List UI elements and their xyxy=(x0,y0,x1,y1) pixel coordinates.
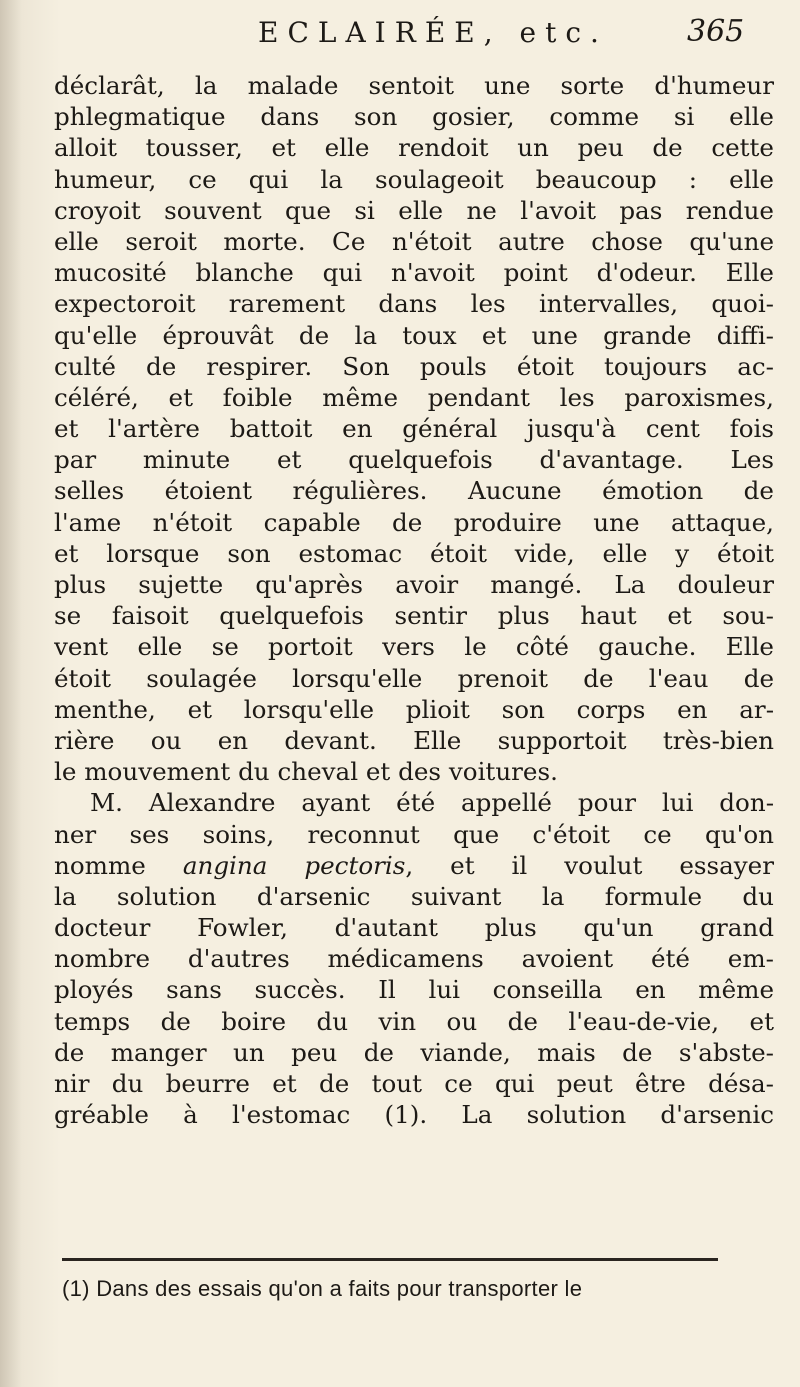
text-line: le mouvement du cheval et des voitures. xyxy=(54,757,558,787)
text-line: phlegmatique dans son gosier, comme si elle xyxy=(54,102,774,132)
page-header xyxy=(0,12,800,68)
text-line: menthe, et lorsqu'elle plioit son corps en ar- xyxy=(54,694,774,724)
text-line: se faisoit quelquefois sentir plus haut et sou- xyxy=(54,601,774,631)
text-line-with-italic xyxy=(54,850,774,881)
text-line: ner ses soins, reconnut que c'étoit ce qu'on xyxy=(54,819,774,849)
text-line: plus sujette qu'après avoir mangé. La douleur xyxy=(54,570,774,599)
footnote-rule xyxy=(62,1258,718,1261)
text-line: l'ame n'étoit capable de produire une attaque, xyxy=(54,507,774,537)
text-line: docteur Fowler, d'autant plus qu'un grand xyxy=(54,913,774,943)
text-line: humeur, ce qui la soulageoit beaucoup : elle xyxy=(54,164,774,194)
text-line: selles étoient régulières. Aucune émotion de xyxy=(54,476,774,506)
text-line: la solution d'arsenic suivant la formule du xyxy=(54,881,774,911)
text-line: nir du beurre et de tout ce qui peut être désa- xyxy=(54,1069,774,1098)
page-number: 365 xyxy=(687,14,745,49)
running-head: ECLAIRÉE, etc. xyxy=(258,16,608,49)
text-line: expectoroit rarement dans les intervalles, quoi- xyxy=(54,289,774,319)
text-line: temps de boire du vin ou de l'eau-de-vie, et xyxy=(54,1006,774,1036)
text-line: et lorsque son estomac étoit vide, elle y étoit xyxy=(54,538,774,568)
text-line: qu'elle éprouvât de la toux et une grande diffi- xyxy=(54,320,774,350)
text-line: étoit soulagée lorsqu'elle prenoit de l'eau de xyxy=(54,663,774,693)
text-line: croyoit souvent que si elle ne l'avoit pas rendue xyxy=(54,195,774,225)
text-line: de manger un peu de viande, mais de s'abste- xyxy=(54,1037,774,1067)
text-span: , et il voulut essayer xyxy=(405,850,774,880)
text-line: déclarât, la malade sentoit une sorte d'humeur xyxy=(54,71,774,100)
text-line: gréable à l'estomac (1). La solution d'arsenic xyxy=(54,1100,774,1130)
footnote: (1) Dans des essais qu'on a faits pour transporter le xyxy=(62,1276,583,1301)
text-line: rière ou en devant. Elle supportoit très-bien xyxy=(54,725,774,755)
page-gutter-shadow xyxy=(0,0,22,1387)
text-span: nomme xyxy=(54,850,183,880)
body-text xyxy=(54,70,774,1130)
text-line: ployés sans succès. Il lui conseilla en même xyxy=(54,975,774,1005)
text-line: vent elle se portoit vers le côté gauche. Elle xyxy=(54,632,774,662)
text-line: alloit tousser, et elle rendoit un peu de cette xyxy=(54,133,774,163)
text-line: nombre d'autres médicamens avoient été em- xyxy=(54,944,774,974)
text-line: elle seroit morte. Ce n'étoit autre chose qu'une xyxy=(54,226,774,256)
text-line: et l'artère battoit en général jusqu'à cent fois xyxy=(54,414,774,444)
text-line: culté de respirer. Son pouls étoit toujours ac- xyxy=(54,351,774,381)
text-line: par minute et quelquefois d'avantage. Les xyxy=(54,445,774,475)
italic-term: angina pectoris xyxy=(182,850,406,880)
text-line: M. Alexandre ayant été appellé pour lui don- xyxy=(90,788,774,818)
text-line: céléré, et foible même pendant les paroxismes, xyxy=(54,382,774,412)
text-line: mucosité blanche qui n'avoit point d'odeur. Elle xyxy=(54,258,774,288)
